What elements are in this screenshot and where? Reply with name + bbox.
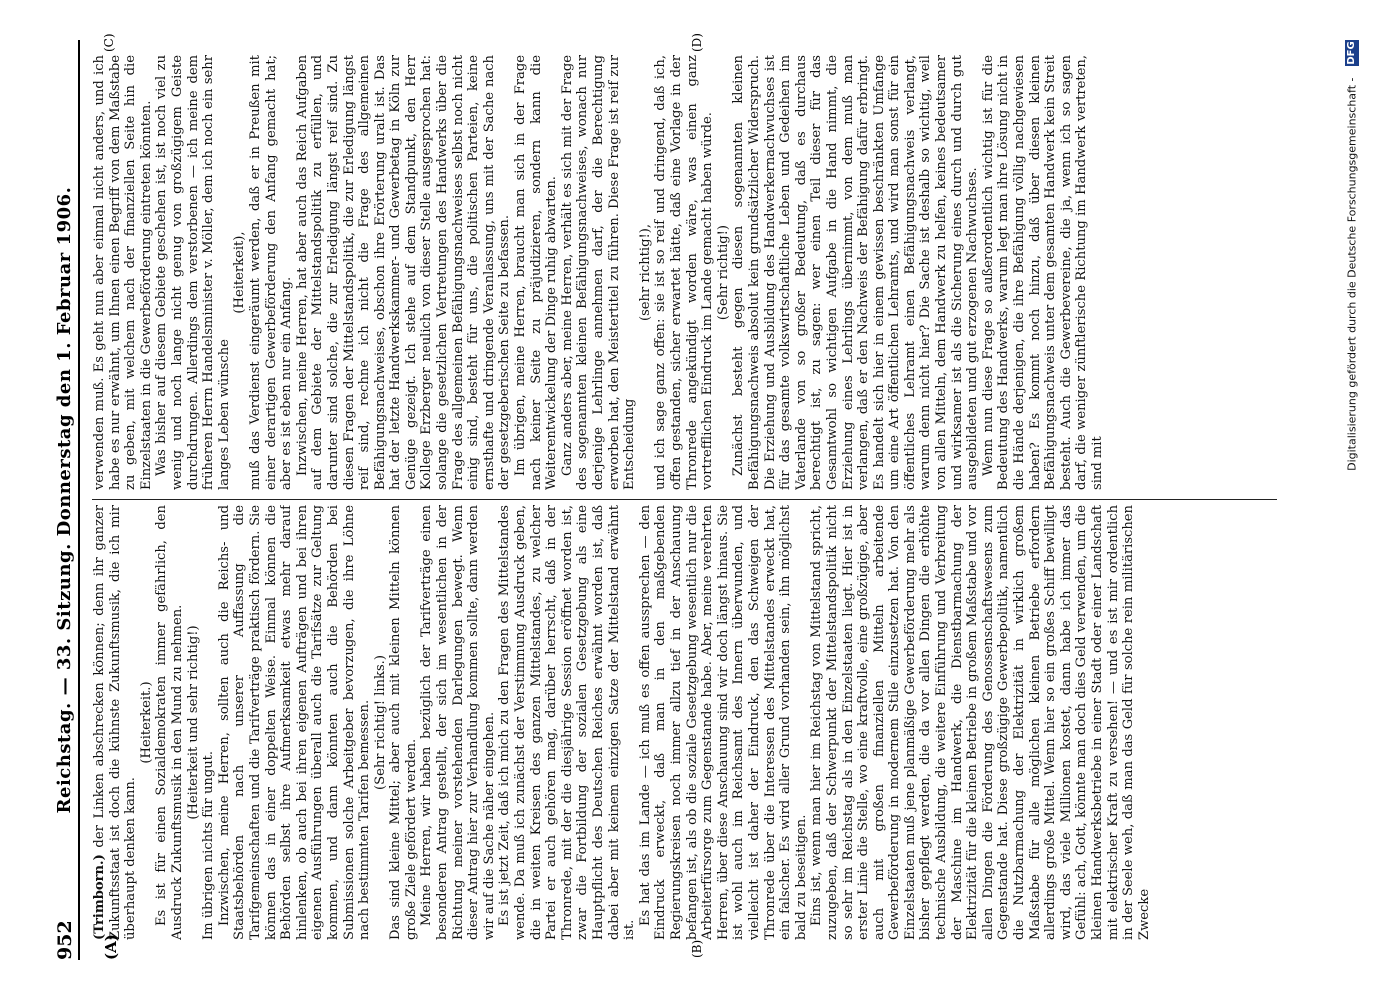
right-paragraph-10: Zunächst besteht gegen diesen sogenannten kleinen Befähigungsnachweis absolut kein grundsätzlicher Widerspruch. Die Erziehung und Ausbildung des Handwerkernachwuchses ist für das gesamte volkswirtschaftliche Leben und Gedeihen im Vaterlande von so großer Bedeutung, daß es durchaus berechtigt ist, zu sagen: wer einen Teil dieser für das Gesamtwohl so wichtigen Aufgabe in die Hand nimmt, die Erziehung eines Lehrlings übernimmt, von dem muß man verlangen, daß er den Nachweis der Befähigung dafür erbringt. Es handelt sich hier in einem gewissen beschränkten Umfange um eine Art öffentlichen Lehramts, und wird man sonst für ein öffentliches Lehramt einen Befähigungsnachweis verlangt, warum denn nicht hier? Die Sache ist deshalb so wichtig, weil von allen Mitteln, dem Handwerk zu helfen, keines bedeutsamer und wirksamer ist als die Sicherung eines durch und durch gut ausgebildeten und gut erzogenen Nachwuchses. <box>731 55 981 490</box>
page-header <box>50 40 80 960</box>
margin-marker-c: (C) <box>102 33 116 52</box>
right-paragraph-5: Im übrigen, meine Herren, braucht man sich in der Frage nach keiner Seite zu präjudizieren, sondern kann die Weiterentwickelung der Dinge ruhig abwarten. <box>513 55 560 490</box>
right-paragraph-0: verwenden muß. Es geht nun aber einmal nicht anders, und ich habe es nur erwähnt, um Ihnen einen Begriff von dem Maßstabe zu geben, mit welchem nach der finanziellen Seite hin die Einzelstaaten in die Gewerbeförderung eintreten könnten. <box>92 55 154 490</box>
right-paragraph-3: muß das Verdienst eingeräumt werden, daß er in Preußen mit einer derartigen Gewerbeförderung den Anfang gemacht hat; aber es ist eben nur ein Anfang. <box>247 55 295 490</box>
column-separator <box>92 499 1277 500</box>
left-paragraph-1: (Heiterkeit.) <box>138 681 154 764</box>
left-paragraph-4: Im übrigen nichts für ungut. <box>201 750 217 940</box>
right-paragraph-11: Wenn nun diese Frage so außerordentlich wichtig ist für die Bedeutung des Handwerks, warum legt man ihre Lösung nicht in die Hände derjenigen, die ihre Befähigung völlig nachgewiesen haben? Es kommt noch hinzu, daß über diesen kleinen Befähigungsnachweis unter dem gesamten Handwerk kein Streit besteht. Auch die Gewerbevereine, die ja, wenn ich so sagen darf, die weniger zünftlerische Richtung im Handwerk vertreten, sind mit <box>980 55 1105 490</box>
left-column <box>92 505 1287 940</box>
left-paragraph-0 <box>92 505 139 940</box>
header-rule <box>78 40 80 960</box>
right-paragraph-4: Inzwischen, meine Herren, hat aber auch das Reich Aufgaben auf dem Gebiete der Mittelstandspolitik zu erfüllen, und darunter sind solche, die zur Erledigung längst reif sind. Zu diesen Fragen der Mittelstandspolitik, die zur Erledigung längst reif sind, rechne ich nicht die Frage des allgemeinen Befähigungsnachweises, obschon ihre Erörterung uralt ist. Das hat der letzte Handwerkskammer- und Gewerbetag in Köln zur Genüge gezeigt. Ich stehe auf dem Standpunkt, den Herr Kollege Erzberger neulich von dieser Stelle ausgesprochen hat: solange die gesetzlichen Vertretungen des Handwerks über die Frage des allgemeinen Befähigungsnachweises selbst noch nicht einig sind, besteht für uns, die politischen Parteien, keine ernsthafte und dringende Veranlassung, uns mit der Sache nach der gesetzgeberischen Seite zu befassen. <box>294 55 513 490</box>
right-paragraph-1: Was bisher auf diesem Gebiete geschehen ist, ist noch viel zu wenig und noch lange nicht genug von großzügigem Geiste durchdrungen. Allerdings dem verstorbenen — ich meine dem früheren Herrn Handelsminister v. Möller, dem ich noch ein sehr langes Leben wünsche <box>154 55 232 490</box>
page-title: Reichstag. — 33. Sitzung. Donnerstag den 1. Februar 1906. <box>54 186 75 814</box>
dfg-logo: DFG <box>1346 41 1357 65</box>
right-paragraph-9: (Sehr richtig!) <box>715 224 731 321</box>
left-paragraph-0-text: der Linken abschrecken können; denn ihr ganzer Zukunftsstaat ist doch die kühnste Zukunftsmusik, die ich mir überhaupt denken kann. <box>92 505 139 940</box>
left-paragraph-9: Es ist jetzt Zeit, daß ich mich zu den Fragen des Mittelstandes wende. Da muß ich zunächst der Verstimmung Ausdruck geben, die in weiten Kreisen des ganzen Mittelstandes, zu welcher Partei er auch gehören mag, darüber herrscht, daß in der Thronrede, mit der die diesjährige Session eröffnet worden ist, zwar die Fortbildung der sozialen Gesetzgebung als eine Hauptpflicht des Deutschen Reiches erwähnt worden ist, daß dabei aber mit keinem einzigen Satze der Mittelstand erwähnt ist. <box>497 505 638 940</box>
right-column <box>92 55 1287 490</box>
page-number: 952 <box>54 920 76 960</box>
left-paragraph-6: (Sehr richtig! links.) <box>372 655 388 790</box>
margin-marker-b: (B) <box>690 939 704 958</box>
left-paragraph-2: Es ist für einen Sozialdemokraten immer gefährlich, den Ausdruck Zukunftsmusik in den Mund zu nehmen. <box>154 505 185 940</box>
credit-text: Digitalisierung gefördert durch die Deutsche Forschungsgemeinschaft - <box>1345 77 1359 471</box>
digitization-credit <box>1345 40 1361 960</box>
right-paragraph-8: und ich sage ganz offen: sie ist so reif und dringend, daß ich, offen gestanden, sicher erwartet hätte, daß eine Vorlage in der Thronrede angekündigt worden wäre, was einen ganz vortrefflichen Eindruck im Lande gemacht haben würde. <box>653 55 716 490</box>
right-paragraph-6: Ganz anders aber, meine Herren, verhält es sich mit der Frage des sogenannten kleinen Befähigungsnachweises, wonach nur derjenige Lehrlinge annehmen darf, der die Berechtigung erworben hat, den Meistertitel zu führen. Diese Frage ist reif zur Entscheidung <box>559 55 638 490</box>
left-paragraph-11: Eins ist, wenn man hier im Reichstag von Mittelstand spricht, zuzugeben, daß der Schwerpunkt der Mittelstandspolitik nicht so sehr im Reichstag als in den Einzelstaaten liegt. Hier ist in erster Linie die Stelle, wo eine kraftvolle, eine großzügige, aber auch mit großen finanziellen Mitteln arbeitende Gewerbeförderung in modernem Stile einzusetzen hat. Von den Einzelstaaten muß jene planmäßige Gewerbeförderung mehr als bisher gepflegt werden, die da vor allen Dingen die erhöhte technische Ausbildung, die weitere Einführung und Verbreitung der Maschine im Handwerk, die Dienstbarmachung der Elektrizität für die kleinen Betriebe in großem Maßstabe und vor allen Dingen die Förderung des Genossenschaftswesens zum Gegenstande hat. Diese großzügige Gewerbepolitik, namentlich die Nutzbarmachung der Elektrizität in wirklich großem Maßstabe für alle möglichen kleinen Betriebe erfordern allerdings große Mittel. Wenn hier so ein großes Schiff bewilligt wird, das viele Millionen kostet, dann habe ich immer das Gefühl: ach, Gott, könnte man doch dies Geld verwenden, um die kleinen Handwerksbetriebe in einer Stadt oder einer Landschaft mit elektrischer Kraft zu versehen! — und es ist mir ordentlich in der Seele weh, daß man das Geld für solche rein militärischen Zwecke <box>809 505 1152 940</box>
right-paragraph-7: (sehr richtig!), <box>637 224 653 322</box>
margin-marker-a: (A) <box>102 934 120 960</box>
left-paragraph-5: Inzwischen, meine Herren, sollten auch die Reichs- und Staatsbehörden nach unserer Auffassung die Tarifgemeinschaften und die Tarifverträge praktisch fördern. Sie können das in einer doppelten Weise. Einmal können die Behörden selbst ihre Aufmerksamkeit etwas mehr darauf hinlenken, ob auch bei ihren eigenen Aufträgen und bei ihren eigenen Ausführungen überall auch die Tarifsätze zur Geltung kommen, und dann könnten auch die Behörden bei Submissionen solche Arbeitgeber bevorzugen, die ihre Löhne nach bestimmten Tarifen bemessen. <box>216 505 373 940</box>
left-paragraph-7: Das sind kleine Mittel; aber auch mit kleinen Mitteln können große Ziele gefördert werden. <box>388 505 419 940</box>
left-paragraph-3: (Heiterkeit und sehr richtig!) <box>185 625 201 820</box>
left-paragraph-10: Es hat das im Lande — ich muß es offen aussprechen — den Eindruck erweckt, daß man in den maßgebenden Regierungskreisen noch immer allzu tief in der Anschauung befangen ist, als ob die soziale Gesetzgebung wesentlich nur die Arbeiterfürsorge zum Gegenstande habe. Aber, meine verehrten Herren, über diese Anschauung sind wir doch längst hinaus. Sie ist wohl auch im Reichsamt des Innern überwunden, und vielleicht ist daher der Eindruck, den das Schweigen der Thronrede über die Interessen des Mittelstandes erweckt hat, ein falscher. Es wird aller Grund vorhanden sein, ihn möglichst bald zu beseitigen. <box>637 505 809 940</box>
right-paragraph-2: (Heiterkeit), <box>232 231 248 314</box>
margin-marker-d: (D) <box>690 33 704 52</box>
speaker-name: (Trimborn.) <box>92 854 107 940</box>
left-paragraph-8: Meine Herren, wir haben bezüglich der Tarifverträge einen besonderen Antrag gestellt, der sich im wesentlichen in der Richtung meiner vorstehenden Darlegungen bewegt. Wenn dieser Antrag hier zur Verhandlung kommen sollte, dann werden wir auf die Sache näher eingehen. <box>419 505 497 940</box>
